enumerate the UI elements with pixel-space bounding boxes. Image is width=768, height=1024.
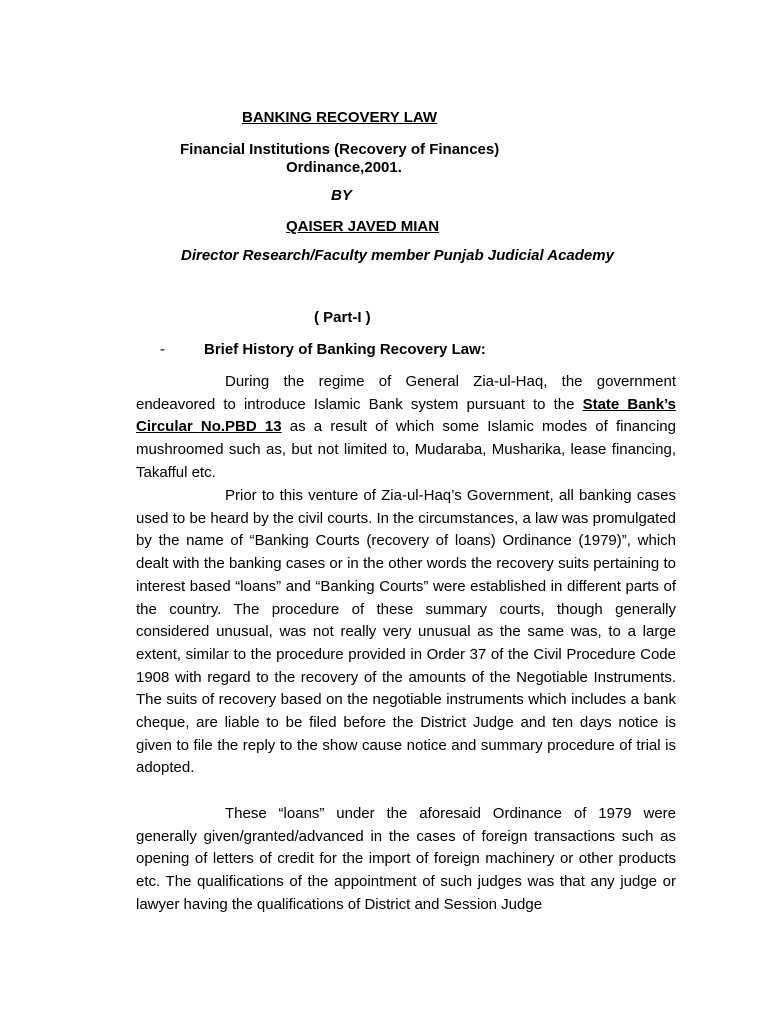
bullet-dash: - bbox=[160, 341, 165, 358]
byline-label: BY bbox=[331, 187, 352, 204]
paragraph-2-text: Prior to this venture of Zia-ul-Haq’s Government, all banking cases used to be heard by the civil courts. In the circumstances, a law was promulgated by the name of “Banking Courts (recovery of loans) Ordinance (1979)”, which dealt with the banking cases or in the other words the recovery suits pertaining to interest based “loans” and “Banking Courts” were established in different parts of the country. The procedure of these summary courts, though generally considered unusual, was not really very unusual as the same was, to a large extent, similar to the procedure provided in Order 37 of the Civil Procedure Code 1908 with regard to the recovery of the amounts of the Negotiable Instruments. The suits of recovery based on the negotiable instruments which includes a bank cheque, are liable to be filed before the District Judge and ten days notice is given to file the reply to the show cause notice and summary procedure of trial is adopted. bbox=[136, 487, 676, 777]
paragraph-1 bbox=[136, 371, 676, 485]
paragraph-1-text-end: as a result of which some Islamic modes of financing mushroomed such as, but not limited to, Mudaraba, Musharika, lease financing, Takafful etc. bbox=[136, 418, 676, 481]
section-heading: Brief History of Banking Recovery Law: bbox=[204, 341, 486, 358]
paragraph-3-text: These “loans” under the aforesaid Ordinance of 1979 were generally given/granted/advanced in the cases of foreign transactions such as opening of letters of credit for the import of foreign machinery or other products etc. The qualifications of the appointment of such judges was that any judge or lawyer having the qualifications of District and Session Judge bbox=[136, 805, 676, 913]
circular-reference: State Bank’s Circular No.PBD 13 bbox=[136, 395, 677, 436]
author-affiliation: Director Research/Faculty member Punjab Judicial Academy bbox=[181, 247, 614, 264]
author-name: QAISER JAVED MIAN bbox=[286, 218, 440, 235]
document-subtitle-line1: Financial Institutions (Recovery of Finances) bbox=[180, 141, 500, 158]
document-title: BANKING RECOVERY LAW bbox=[242, 109, 438, 126]
part-label: ( Part-I ) bbox=[314, 309, 371, 326]
paragraph-1-text-start: During the regime of General Zia-ul-Haq, the government endeavored to introduce Islamic Bank system pursuant to the bbox=[136, 373, 676, 413]
paragraph-3 bbox=[136, 803, 676, 917]
document-subtitle-line2: Ordinance,2001. bbox=[286, 159, 402, 176]
paragraph-2 bbox=[136, 485, 676, 780]
